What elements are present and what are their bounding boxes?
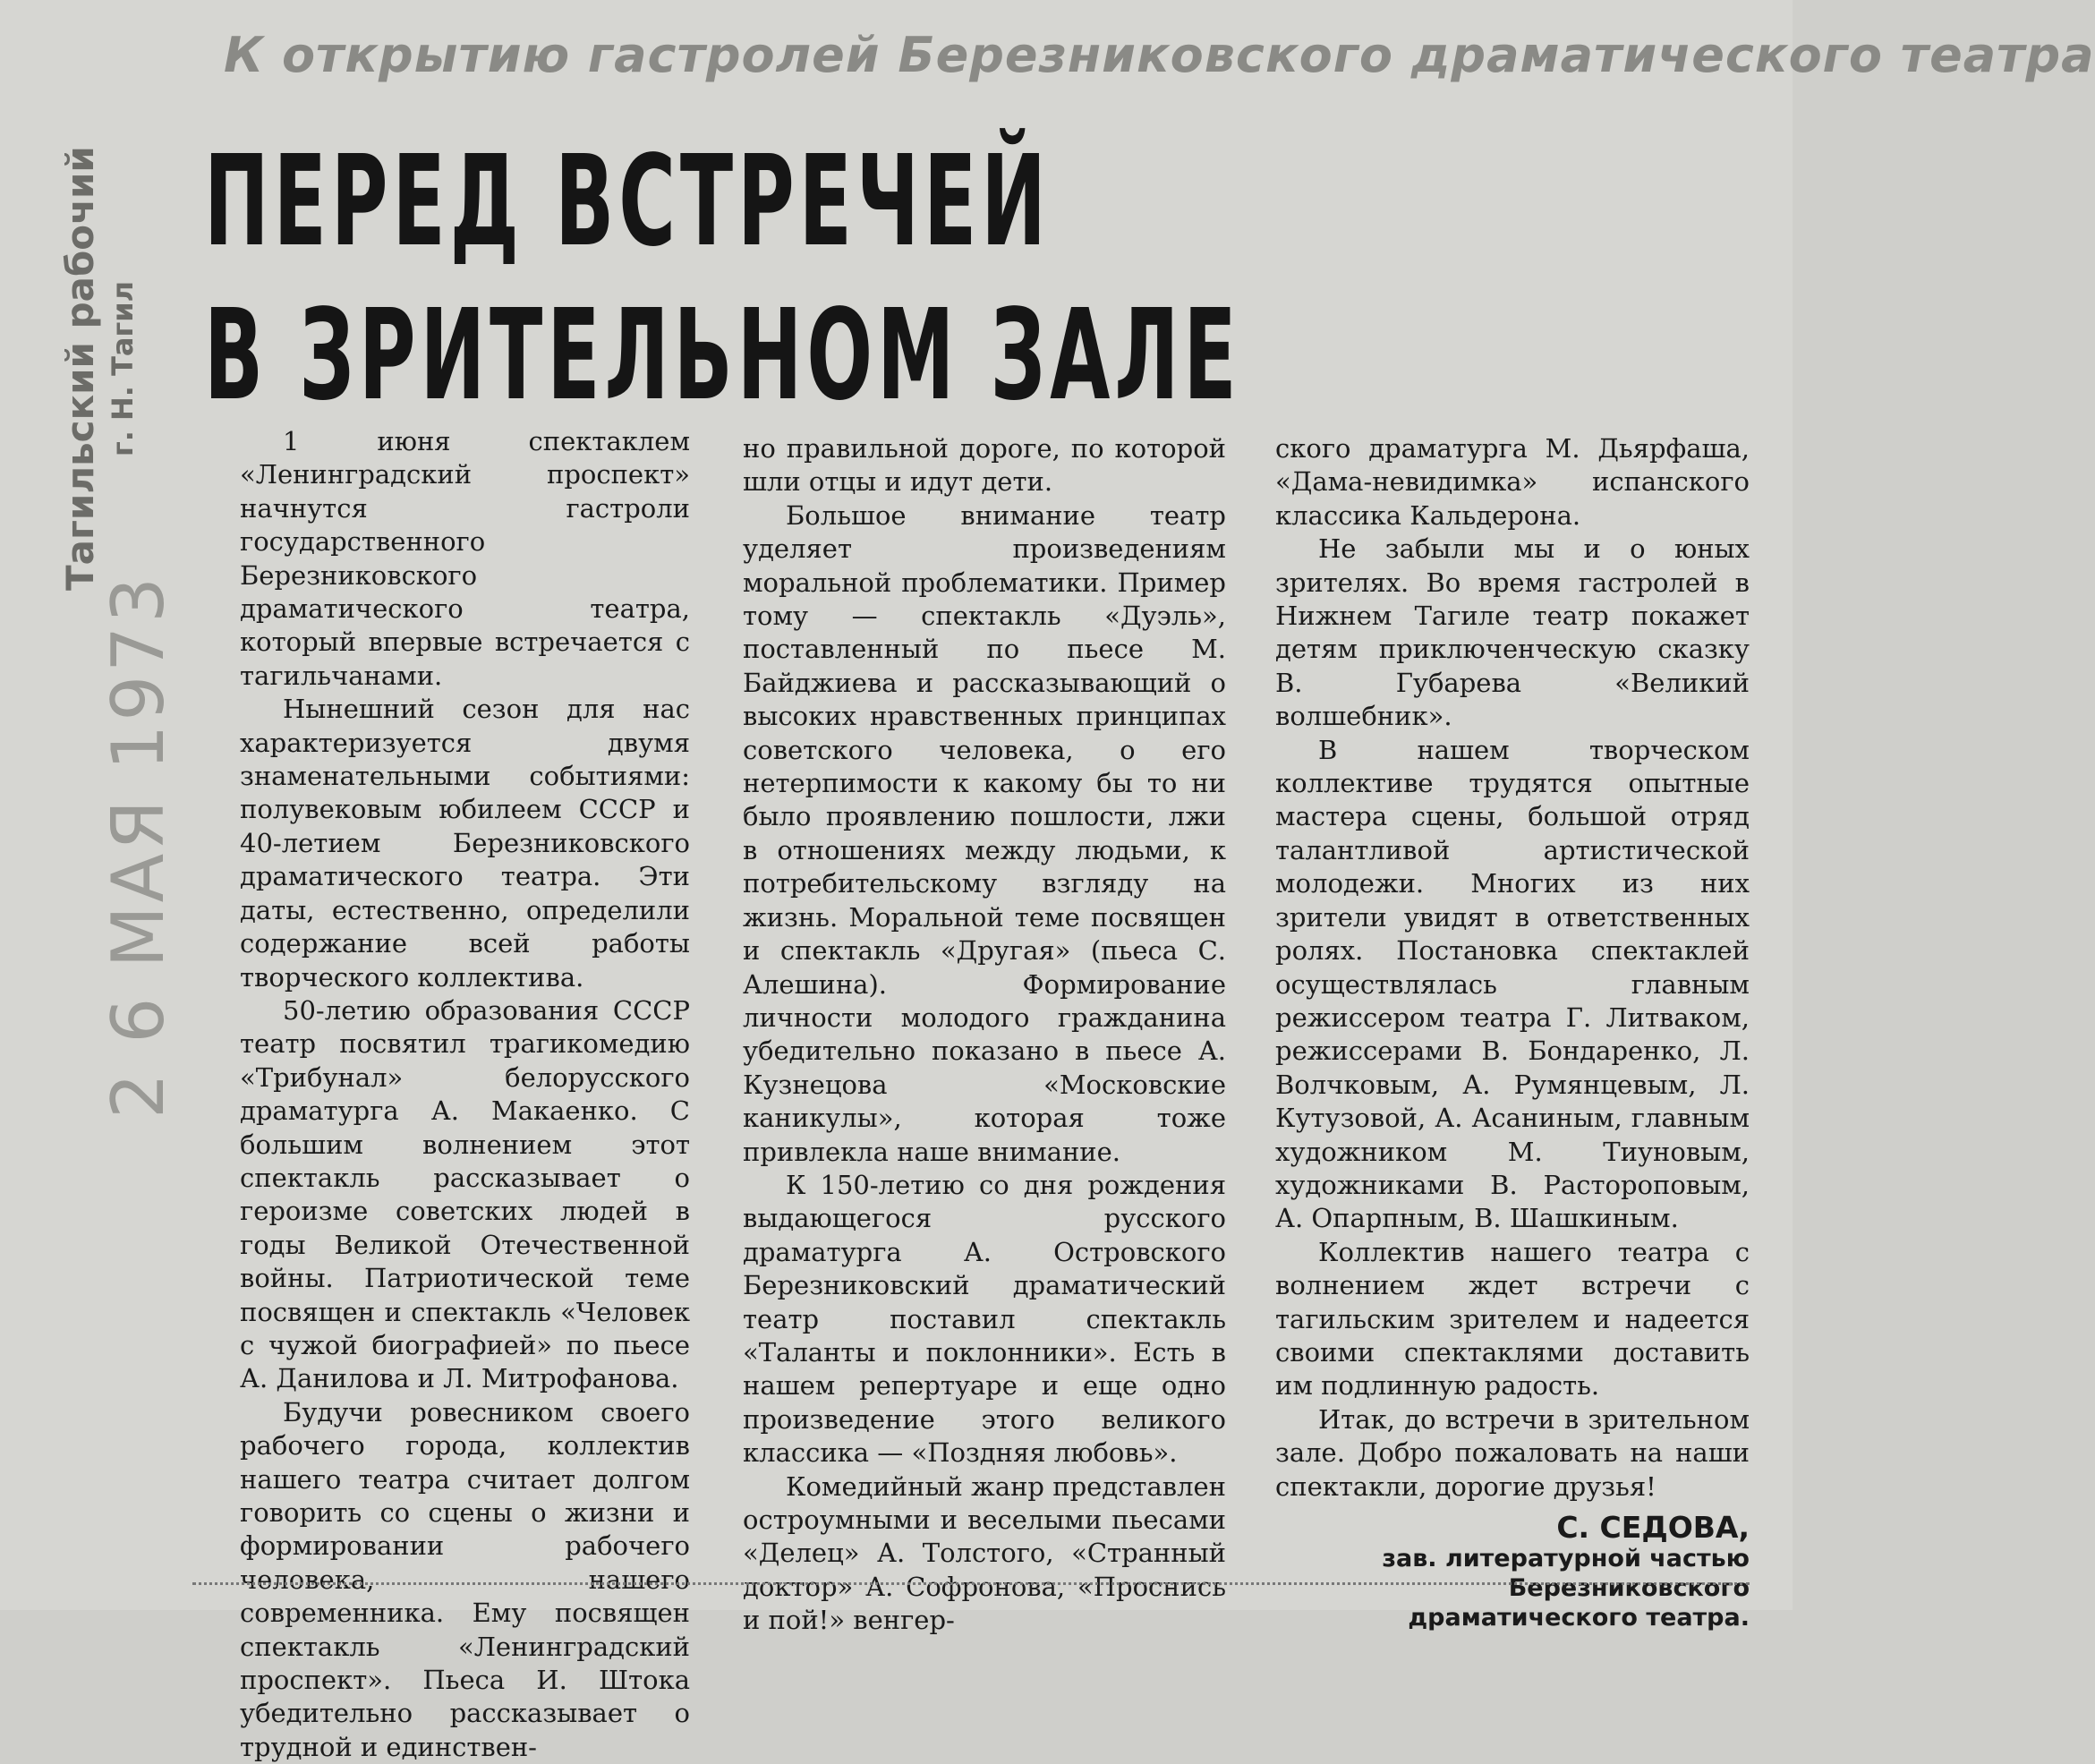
paragraph: Нынешний сезон для нас характеризуется двумя знаменательными событиями: полувековым юбилеем СССР и 40-летием Березниковского драматического театра. Эти даты, естественно, определили содержание всей работы творческого коллектива. — [240, 694, 690, 993]
author-role-line-3: драматического театра. — [1408, 1604, 1750, 1632]
newspaper-city: г. Н. Тагил — [106, 280, 140, 456]
paragraph: но правильной дороге, по которой шли отцы и идут дети. — [743, 433, 1226, 498]
article-column-3 — [1275, 432, 1750, 1632]
paragraph: Комедийный жанр представлен остроумными и веселыми пьесами «Делец» А. Толстого, «Странный доктор» А. Софронова, «Проснись и пой!» венгер- — [743, 1470, 1226, 1636]
headline-line-2: В ЗРИТЕЛЬНОМ ЗАЛЕ — [204, 283, 1241, 429]
headline-line-1: ПЕРЕД ВСТРЕЧЕЙ — [204, 129, 1051, 275]
article-column-1 — [240, 425, 690, 1764]
paragraph: 50-летию образования СССР театр посвятил трагикомедию «Трибунал» белорусского драматурга А. Макаенко. С большим волнением этот спектакль рассказывает о героизме советских людей в годы Великой Отечественной войны. Патриотической теме посвящен и спектакль «Человек с чужой биографией» по пьесе А. Данилова и Л. Митрофанова. — [240, 994, 690, 1394]
date-stamp: 2 6 МАЯ 1973 — [97, 573, 180, 1119]
author-role-line-2: Березниковского — [1508, 1574, 1750, 1603]
paragraph: В нашем творческом коллективе трудятся опытные мастера сцены, большой отряд талантливой артистической молодежи. Многих из них зрители увидят в ответственных ролях. Постановка спектаклей осуществлялась главным режиссером театра Г. Литваком, режиссерами В. Бондаренко, Л. Волчковым, А. Румянцевым, Л. Кутузовой, А. Асаниным, главным художником М. Тиуновым, художниками В. Растороповым, А. Опарпным, В. Шашкиным. — [1275, 734, 1750, 1234]
article-column-2 — [743, 432, 1226, 1638]
article-headline — [204, 125, 1241, 433]
newspaper-name: Тагильский рабочий — [58, 146, 102, 591]
paragraph: Будучи ровесником своего рабочего города, коллектив нашего театра считает долгом говорить со сцены о жизни и формировании рабочего человека, нашего современника. Ему посвящен спектакль «Ленинградский проспект». Пьеса И. Штока убедительно рассказывает о трудной и единствен- — [240, 1396, 690, 1762]
author-role-line-1: зав. литературной частью — [1382, 1545, 1750, 1573]
author-name: С. СЕДОВА, — [1556, 1510, 1750, 1545]
source-label — [58, 146, 140, 591]
bottom-divider — [192, 1582, 1750, 1585]
paragraph: Большое внимание театр уделяет произведениям моральной проблематики. Пример тому — спектакль «Дуэль», поставленный по пьесе М. Байджиева и рассказывающий о высоких нравственных принципах советского человека, о его нетерпимости к какому бы то ни было проявлению пошлости, лжи в отношениях между людьми, к потребительскому взгляду на жизнь. Моральной теме посвящен и спектакль «Другая» (пьеса С. Алешина). Формирование личности молодого гражданина убедительно показано в пьесе А. Кузнецова «Московские каникулы», которая тоже привлекла наше внимание. — [743, 499, 1226, 1167]
paragraph: К 150-летию со дня рождения выдающегося русского драматурга А. Островского Березниковский драматический театр поставил спектакль «Таланты и поклонники». Есть в нашем репертуаре и еще одно произведение этого великого классика — «Поздняя любовь». — [743, 1169, 1226, 1469]
article-kicker: К открытию гастролей Березниковского драматического театра — [224, 27, 2095, 83]
paragraph: 1 июня спектаклем «Ленинградский проспект» начнутся гастроли государственного Березниковского драматического театра, который впервые встречается с тагильчанами. — [240, 426, 690, 691]
author-signature — [1275, 1511, 1750, 1632]
paragraph: Итак, до встречи в зрительном зале. Добро пожаловать на наши спектакли, дорогие друзья! — [1275, 1403, 1750, 1502]
paragraph: Коллектив нашего театра с волнением ждет встречи с тагильским зрителем и надеется своими спектаклями доставить им подлинную радость. — [1275, 1236, 1750, 1402]
paragraph: Не забыли мы и о юных зрителях. Во время гастролей в Нижнем Тагиле театр покажет детям приключенческую сказку В. Губарева «Великий волшебник». — [1275, 533, 1750, 732]
paragraph: ского драматурга М. Дьярфаша, «Дама-невидимка» испанского классика Кальдерона. — [1275, 433, 1750, 531]
